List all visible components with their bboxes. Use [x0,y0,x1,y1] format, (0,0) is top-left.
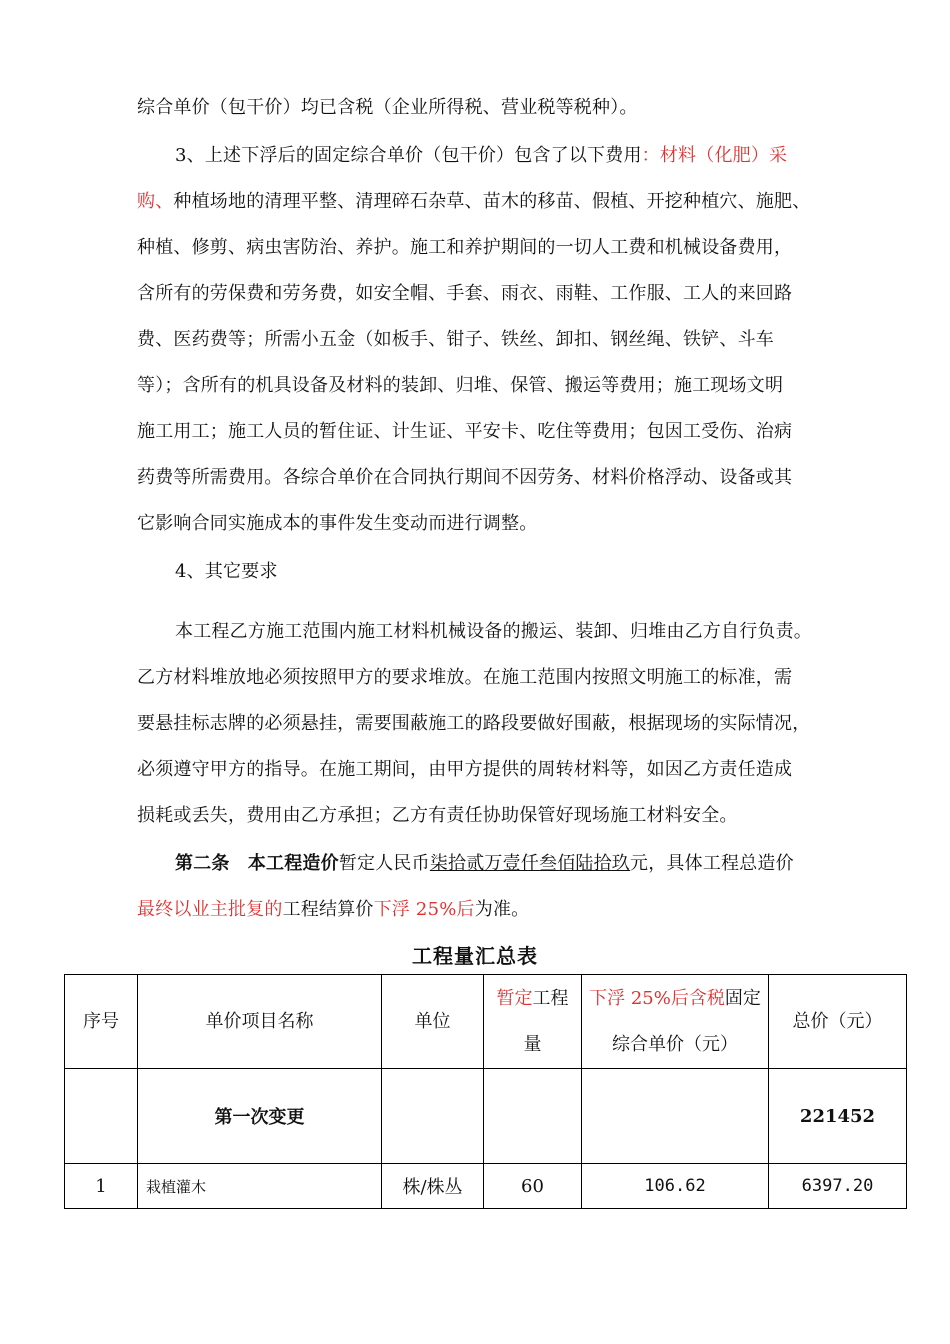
paragraph-requirements-line-1: 本工程乙方施工范围内施工材料机械设备的搬运、装卸、归堆由乙方自行负责。 [175,621,812,642]
header-seq: 序号 [65,975,138,1069]
highlight-materials: ：材料（化肥）采 [641,145,788,166]
header-item-name: 单价项目名称 [138,975,382,1069]
paragraph-fee-scope-line-5: 费、医药费等；所需小五金（如板手、钳子、铁丝、卸扣、钢丝绳、铁铲、斗车 [137,329,774,350]
cell-seq: 1 [65,1164,138,1209]
group-name: 第一次变更 [138,1069,382,1164]
cell-quantity: 60 [484,1164,582,1209]
paragraph-fee-scope-line-1: 3、上述下浮后的固定综合单价（包干价）包含了以下费用：材料（化肥）采 [175,145,788,166]
paragraph-requirements-line-4: 必须遵守甲方的指导。在施工期间，由甲方提供的周转材料等，如因乙方责任造成 [137,759,793,780]
header-quantity: 暂定工程 量 [484,975,582,1069]
contract-amount-words: 柒拾贰万壹仟叁佰陆拾玖 [429,853,631,874]
paragraph-requirements-line-5: 损耗或丢失，费用由乙方承担；乙方有责任协助保管好现场施工材料安全。 [137,805,738,826]
table-header-row [65,975,907,1069]
article-two-heading: 第二条 本工程造价 [175,853,339,874]
paragraph-fee-scope-line-8: 药费等所需费用。各综合单价在合同执行期间不因劳务、材料价格浮动、设备或其 [137,467,793,488]
group-total: 221452 [769,1069,907,1164]
paragraph-fee-scope-line-2: 购、种植场地的清理平整、清理碎石杂草、苗木的移苗、假植、开挖种植穴、施肥、 [137,191,811,212]
section-heading-other-requirements: 4、其它要求 [175,561,278,582]
paragraph-fee-scope-line-4: 含所有的劳保费和劳务费，如安全帽、手套、雨衣、雨鞋、工作服、工人的来回路 [137,283,793,304]
header-unit: 单位 [382,975,484,1069]
article-two-line-2: 最终以业主批复的工程结算价下浮 25%后为准。 [137,899,530,920]
table-title: 工程量汇总表 [412,944,538,968]
paragraph-tax-note: 综合单价（包干价）均已含税（企业所得税、营业税等税种）。 [137,97,638,118]
table-group-row [65,1069,907,1164]
cell-item-name: 栽植灌木 [138,1164,382,1209]
paragraph-fee-scope-line-6: 等）；含所有的机具设备及材料的装卸、归堆、保管、搬运等费用；施工现场文明 [137,375,784,396]
paragraph-requirements-line-2: 乙方材料堆放地必须按照甲方的要求堆放。在施工范围内按照文明施工的标准，需 [137,667,793,688]
cell-total: 6397.20 [769,1164,907,1209]
cell-unit-price: 106.62 [582,1164,769,1209]
header-unit-price: 下浮 25%后含税固定 综合单价（元） [582,975,769,1069]
table-row [65,1164,907,1209]
paragraph-fee-scope-line-7: 施工用工；施工人员的暂住证、计生证、平安卡、吃住等费用；包因工受伤、治病 [137,421,793,442]
paragraph-fee-scope-line-3: 种植、修剪、病虫害防治、养护。施工和养护期间的一切人工费和机械设备费用， [137,237,793,258]
paragraph-requirements-line-3: 要悬挂标志牌的必须悬挂，需要围蔽施工的路段要做好围蔽，根据现场的实际情况， [137,713,811,734]
header-total: 总价（元） [769,975,907,1069]
quantity-summary-table [64,974,907,1209]
cell-unit: 株/株丛 [382,1164,484,1209]
paragraph-fee-scope-line-9: 它影响合同实施成本的事件发生变动而进行调整。 [137,513,538,534]
article-two-line-1: 第二条 本工程造价暂定人民币柒拾贰万壹仟叁佰陆拾玖元，具体工程总造价 [175,853,794,874]
